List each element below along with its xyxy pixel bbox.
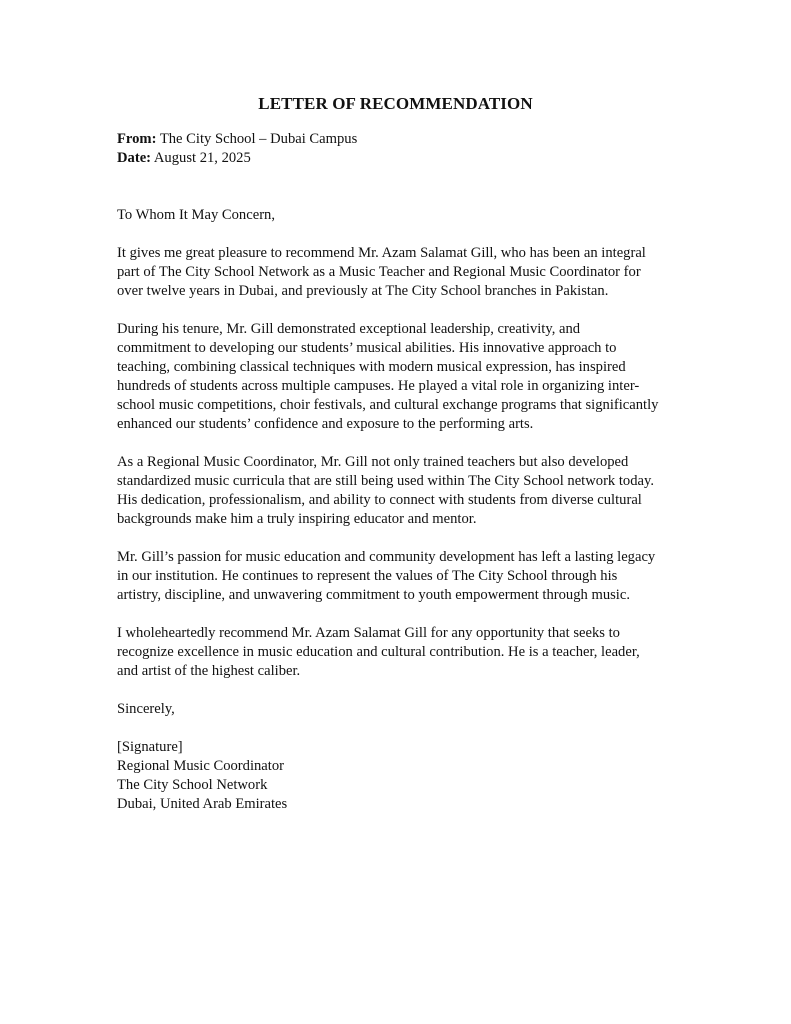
paragraph-line: standardized music curricula that are still being used within The City School network today. xyxy=(117,473,655,489)
paragraph-line: His dedication, professionalism, and ability to connect with students from diverse cultural xyxy=(117,492,642,508)
paragraph-1 xyxy=(117,244,687,301)
date-line xyxy=(117,149,687,168)
paragraph-line: over twelve years in Dubai, and previously at The City School branches in Pakistan. xyxy=(117,283,609,299)
spacer xyxy=(117,301,687,320)
paragraph-line: recognize excellence in music education and cultural contribution. He is a teacher, leader, xyxy=(117,644,640,660)
paragraph-line: school music competitions, choir festivals, and cultural exchange programs that significantly xyxy=(117,397,659,413)
paragraph-line: backgrounds make him a truly inspiring educator and mentor. xyxy=(117,511,477,527)
paragraph-line: in our institution. He continues to represent the values of The City School through his xyxy=(117,568,618,584)
spacer xyxy=(117,605,687,624)
from-line xyxy=(117,130,687,149)
paragraph-line: artistry, discipline, and unwavering commitment to youth empowerment through music. xyxy=(117,587,630,603)
paragraph-line: enhanced our students’ confidence and exposure to the performing arts. xyxy=(117,416,534,432)
page-title: LETTER OF RECOMMENDATION xyxy=(258,94,533,113)
paragraph-line: As a Regional Music Coordinator, Mr. Gill not only trained teachers but also developed xyxy=(117,454,629,470)
paragraph-3 xyxy=(117,453,687,529)
paragraph-line: hundreds of students across multiple campuses. He played a vital role in organizing inter- xyxy=(117,378,640,394)
paragraph-line: During his tenure, Mr. Gill demonstrated exceptional leadership, creativity, and xyxy=(117,321,581,337)
spacer xyxy=(117,434,687,453)
spacer xyxy=(117,719,687,738)
spacer xyxy=(117,529,687,548)
paragraph-line: commitment to developing our students’ musical abilities. His innovative approach to xyxy=(117,340,617,356)
paragraph-line: and artist of the highest caliber. xyxy=(117,663,301,679)
paragraph-line: teaching, combining classical techniques with modern musical expression, has inspired xyxy=(117,359,626,375)
signer-title: Regional Music Coordinator xyxy=(117,758,284,774)
spacer xyxy=(117,681,687,700)
paragraph-line: It gives me great pleasure to recommend Mr. Azam Salamat Gill, who has been an integral xyxy=(117,245,646,261)
spacer xyxy=(117,187,687,206)
signature-block xyxy=(117,738,687,814)
paragraph-4 xyxy=(117,548,687,605)
paragraph-line: part of The City School Network as a Music Teacher and Regional Music Coordinator for xyxy=(117,264,641,280)
date-value: August 21, 2025 xyxy=(153,150,251,166)
paragraph-2 xyxy=(117,320,687,434)
letter-body xyxy=(117,130,687,814)
closing: Sincerely, xyxy=(117,701,175,717)
signature-placeholder: [Signature] xyxy=(117,739,183,755)
paragraph-line: Mr. Gill’s passion for music education and community development has left a lasting legacy xyxy=(117,549,656,565)
from-label: From: xyxy=(117,131,157,147)
paragraph-5 xyxy=(117,624,687,681)
signer-organization: The City School Network xyxy=(117,777,268,793)
spacer xyxy=(117,225,687,244)
paragraph-line: I wholeheartedly recommend Mr. Azam Salamat Gill for any opportunity that seeks to xyxy=(117,625,620,641)
spacer xyxy=(117,168,687,187)
signer-location: Dubai, United Arab Emirates xyxy=(117,796,288,812)
from-value: The City School – Dubai Campus xyxy=(159,131,358,147)
date-label: Date: xyxy=(117,150,152,166)
salutation: To Whom It May Concern, xyxy=(117,207,275,223)
